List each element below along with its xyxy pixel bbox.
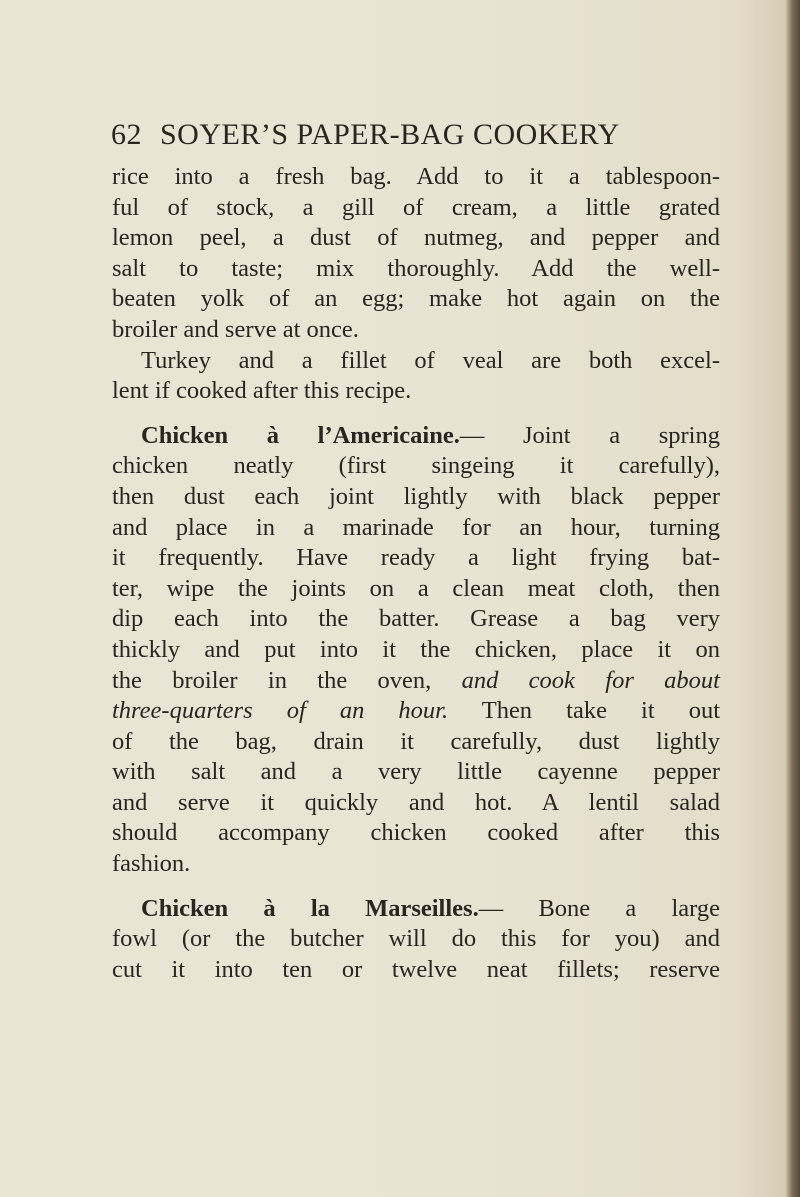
recipe-heading: Chicken à l’Americaine. [141, 421, 460, 449]
text-line: fashion. [112, 850, 191, 878]
text-line: chicken neatly (first singeing it carefully), [112, 452, 720, 480]
text-line: dip each into the batter. Grease a bag very [112, 605, 720, 633]
text-line: rice into a fresh bag. Add to it a tablespoon- [112, 163, 720, 190]
italic-run: three-quarters of an hour. [112, 697, 449, 725]
text-line: lent if cooked after this recipe. [112, 377, 412, 405]
text-line: then dust each joint lightly with black pepper [112, 482, 720, 510]
text-line: lemon peel, a dust of nutmeg, and pepper and [112, 224, 720, 252]
text-line: broiler and serve at once. [112, 315, 359, 343]
italic-run: and cook for about [461, 666, 720, 694]
text-line: should accompany chicken cooked after this [112, 819, 720, 847]
text-line: salt to taste; mix thoroughly. Add the well- [112, 254, 720, 282]
text-line: and place in a marinade for an hour, turning [112, 513, 720, 541]
page-number: 62 [111, 118, 142, 151]
text-line: with salt and a very little cayenne pepper [112, 758, 720, 786]
page-body [112, 162, 720, 985]
paragraph-gap [112, 407, 720, 421]
mixed-line [112, 696, 720, 727]
text-line: of the bag, drain it carefully, dust lightly [112, 727, 720, 755]
text-line: it frequently. Have ready a light frying bat- [112, 544, 720, 572]
recipe-heading-line [112, 894, 720, 925]
text-line: cut it into ten or twelve neat fillets; reserve [112, 955, 720, 983]
text-line: ter, wipe the joints on a clean meat cloth, then [112, 574, 720, 602]
mixed-line [112, 666, 720, 697]
running-title: SOYER’S PAPER-BAG COOKERY [160, 118, 620, 151]
text-run: — Bone a large [478, 894, 720, 922]
recipe-heading-line [112, 421, 720, 452]
text-run: — Joint a spring [459, 421, 720, 449]
paragraph-gap [112, 880, 720, 894]
text-line: beaten yolk of an egg; make hot again on the [112, 285, 720, 313]
running-header [111, 118, 711, 152]
book-spine-shadow [786, 0, 800, 1197]
text-line: ful of stock, a gill of cream, a little grated [112, 193, 720, 221]
text-line: and serve it quickly and hot. A lentil salad [112, 788, 720, 816]
text-line: Turkey and a fillet of veal are both excel- [141, 346, 720, 374]
text-run: Then take it out [448, 697, 721, 725]
text-line: thickly and put into it the chicken, place it on [112, 635, 720, 663]
recipe-heading: Chicken à la Marseilles. [141, 894, 479, 922]
text-line: fowl (or the butcher will do this for you) and [112, 925, 720, 953]
text-run: the broiler in the oven, [112, 666, 432, 694]
